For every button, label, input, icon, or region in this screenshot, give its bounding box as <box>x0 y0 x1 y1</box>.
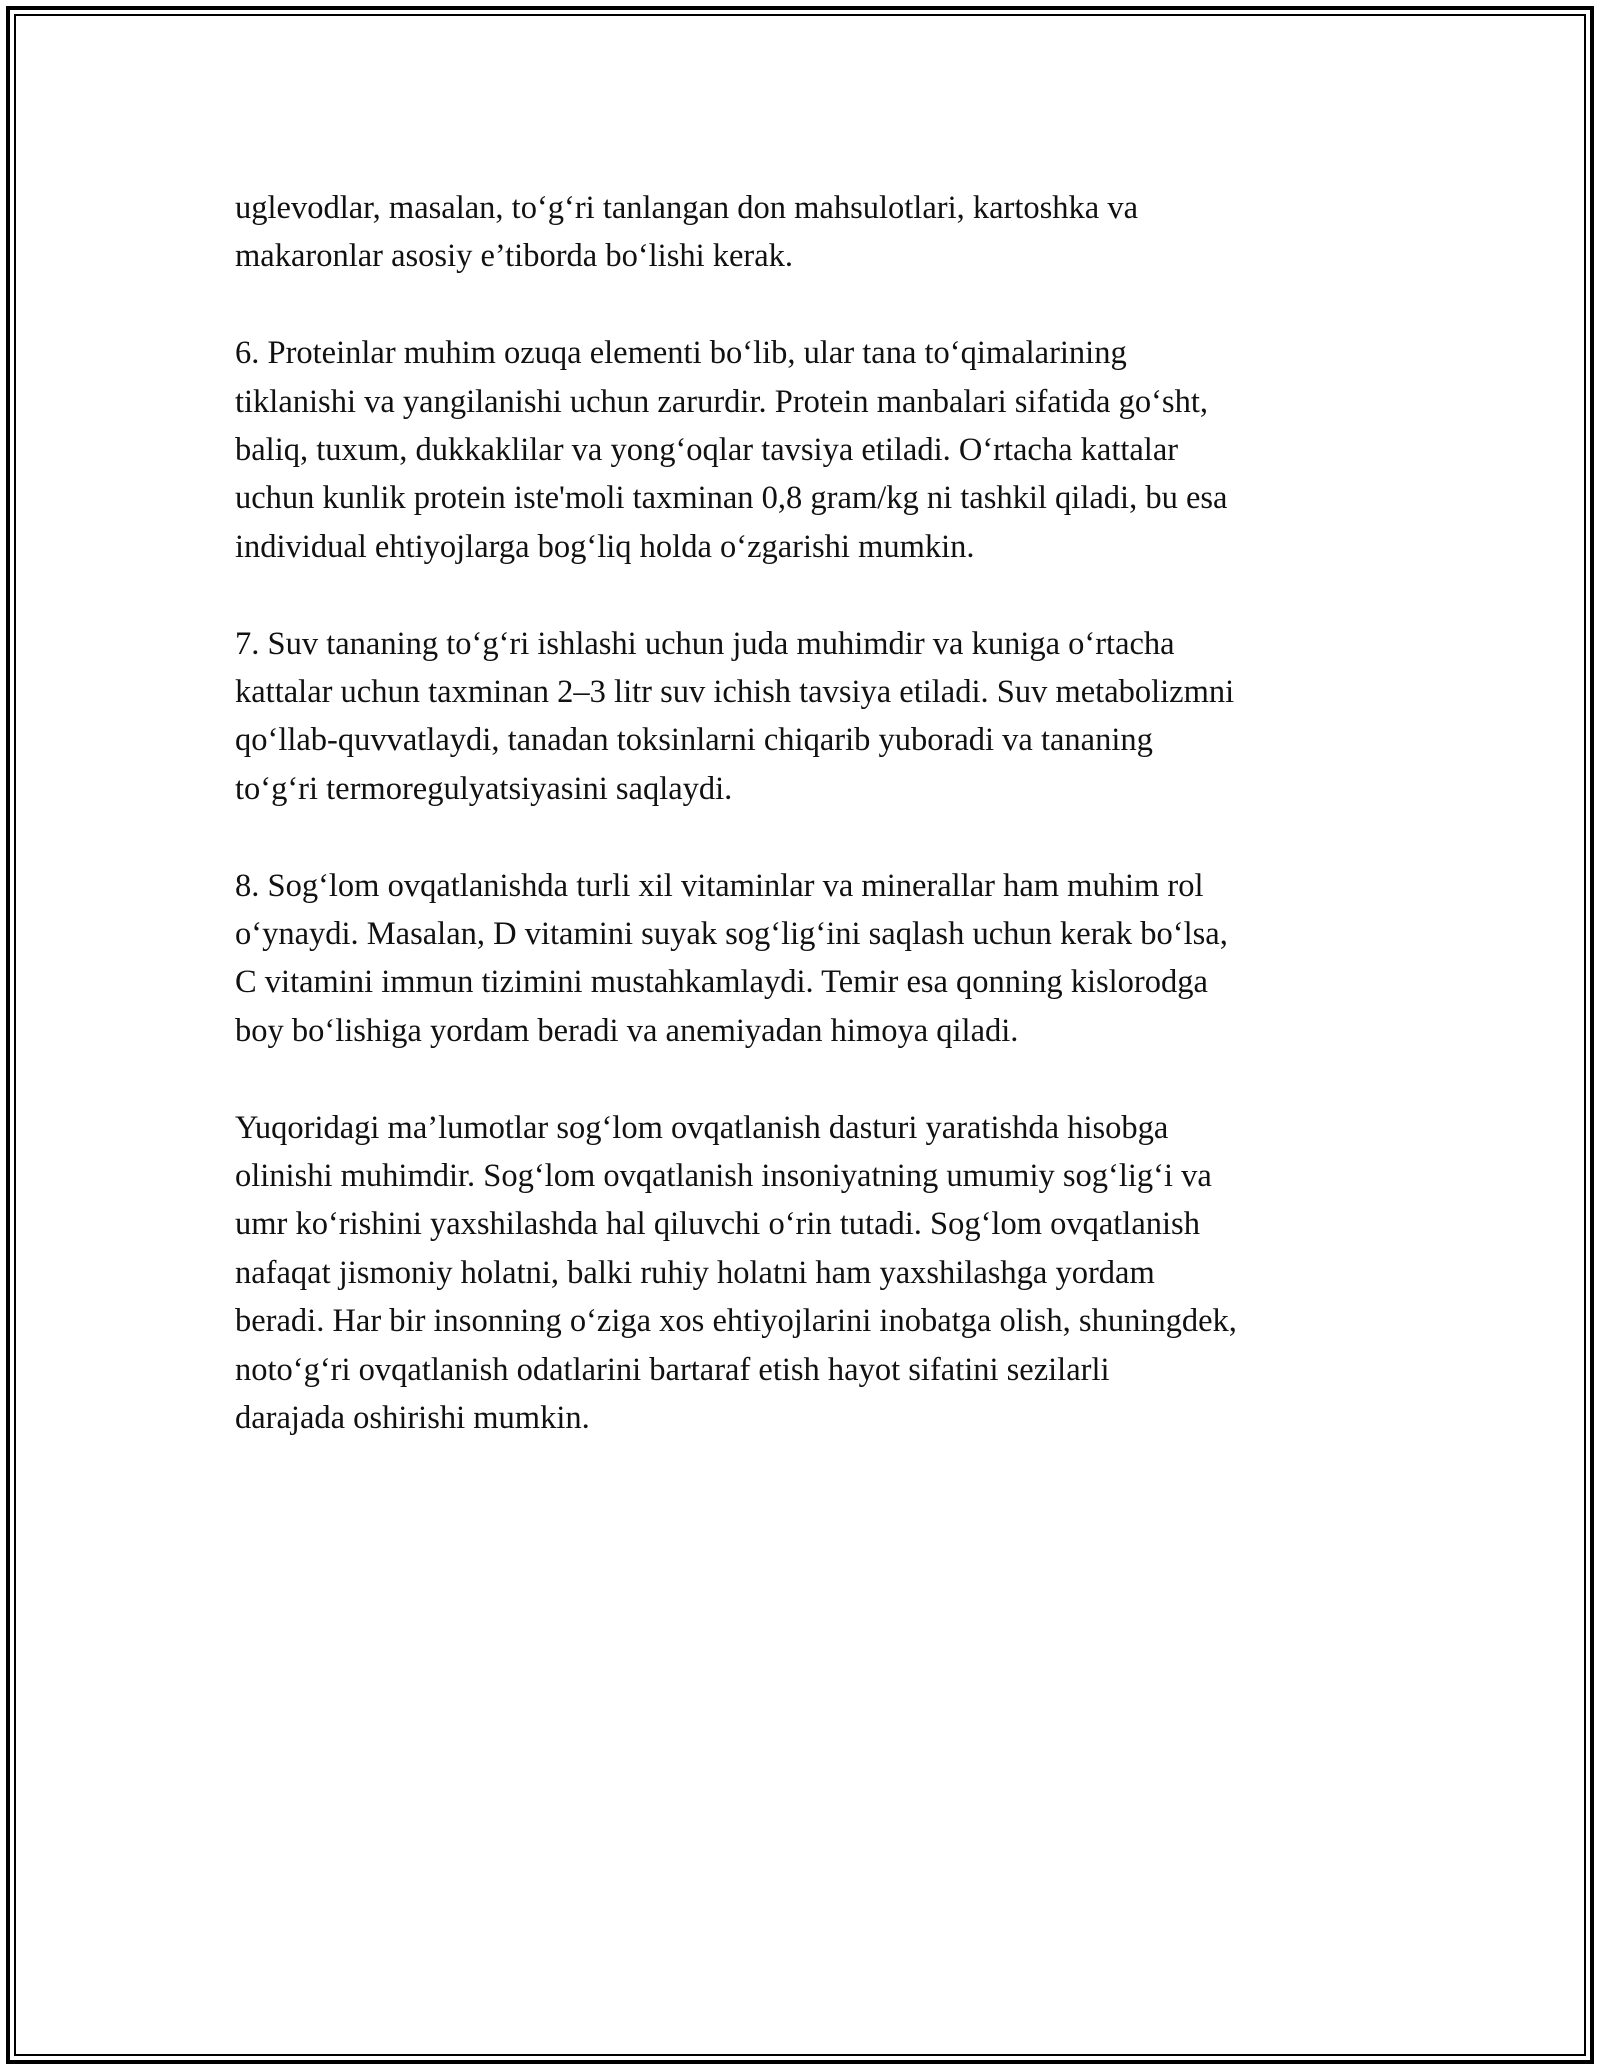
text-line: C vitamini immun tizimini mustahkamlaydi. Temir esa qonning kislorodga <box>235 964 1208 1001</box>
text-line: Yuqoridagi ma’lumotlar sog‘lom ovqatlanish dasturi yaratishda hisobga <box>235 1109 1169 1146</box>
paragraph-item-8-vitamins <box>235 862 1395 1056</box>
text-line: 8. Sog‘lom ovqatlanishda turli xil vitaminlar va minerallar ham muhim rol <box>235 867 1204 904</box>
text-line: kattalar uchun taxminan 2–3 litr suv ichish tavsiya etiladi. Suv metabolizmni <box>235 674 1235 711</box>
text-line: tiklanishi va yangilanishi uchun zarurdir. Protein manbalari sifatida go‘sht, <box>235 383 1208 420</box>
text-line: nafaqat jismoniy holatni, balki ruhiy holatni ham yaxshilashga yordam <box>235 1254 1155 1291</box>
text-line: o‘ynaydi. Masalan, D vitamini suyak sog‘lig‘ini saqlash uchun kerak bo‘lsa, <box>235 916 1228 953</box>
text-line: darajada oshirishi mumkin. <box>235 1400 590 1437</box>
text-line: beradi. Har bir insonning o‘ziga xos ehtiyojlarini inobatga olish, shuningdek, <box>235 1303 1237 1340</box>
text-line: uglevodlar, masalan, to‘g‘ri tanlangan don mahsulotlari, kartoshka va <box>235 190 1139 226</box>
text-line: individual ehtiyojlarga bog‘liq holda o‘zgarishi mumkin. <box>235 528 975 565</box>
text-line: baliq, tuxum, dukkaklilar va yong‘oqlar tavsiya etiladi. O‘rtacha kattalar <box>235 432 1179 469</box>
text-line: makaronlar asosiy e’tiborda bo‘lishi kerak. <box>235 238 794 275</box>
text-line: uchun kunlik protein iste'moli taxminan 0,8 gram/kg ni tashkil qiladi, bu esa <box>235 480 1228 517</box>
document-body <box>235 184 1395 1491</box>
paragraph-conclusion <box>235 1104 1395 1443</box>
paragraph-item-6-proteins <box>235 329 1395 571</box>
paragraph-item-7-water <box>235 620 1395 814</box>
text-line: umr ko‘rishini yaxshilashda hal qiluvchi o‘rin tutadi. Sog‘lom ovqatlanish <box>235 1206 1200 1243</box>
text-line: noto‘g‘ri ovqatlanish odatlarini bartaraf etish hayot sifatini sezilarli <box>235 1351 1110 1388</box>
text-line: boy bo‘lishiga yordam beradi va anemiyadan himoya qiladi. <box>235 1012 1019 1049</box>
text-line: qo‘llab-quvvatlaydi, tanadan toksinlarni chiqarib yuboradi va tananing <box>235 722 1153 759</box>
text-line: olinishi muhimdir. Sog‘lom ovqatlanish insoniyatning umumiy sog‘lig‘i va <box>235 1158 1212 1195</box>
paragraph-carbohydrates-continued <box>235 184 1395 281</box>
text-line: 6. Proteinlar muhim ozuqa elementi bo‘lib, ular tana to‘qimalarining <box>235 335 1127 372</box>
text-line: 7. Suv tananing to‘g‘ri ishlashi uchun juda muhimdir va kuniga o‘rtacha <box>235 625 1175 662</box>
text-line: to‘g‘ri termoregulyatsiyasini saqlaydi. <box>235 770 733 807</box>
